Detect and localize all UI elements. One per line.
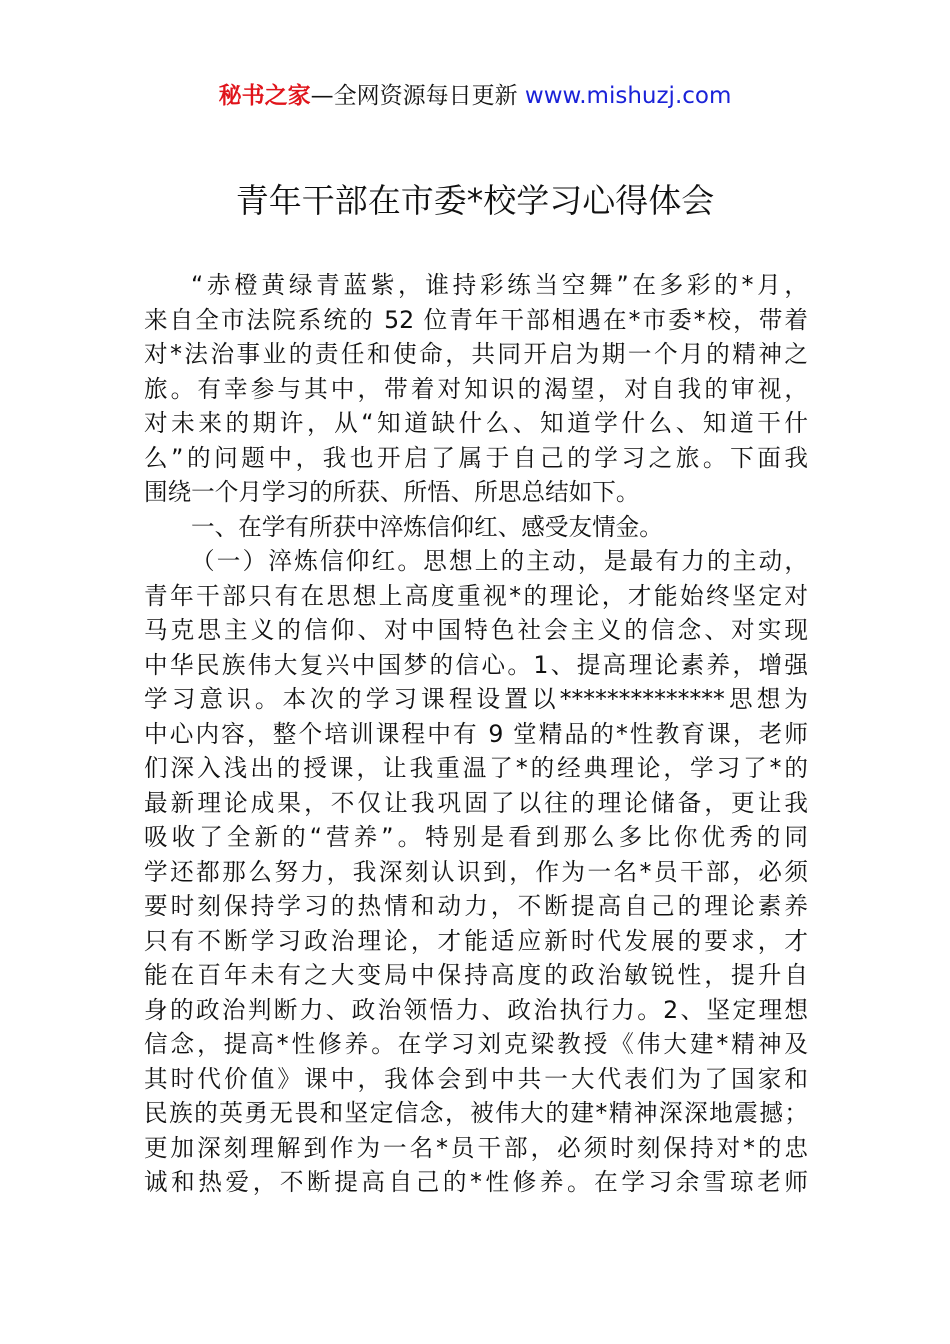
text-line: 旅。有幸参与其中，带着对知识的渴望，对自我的审视， — [144, 374, 808, 403]
text-line: 民族的英勇无畏和坚定信念，被伟大的建*精神深深地震撼； — [144, 1099, 808, 1127]
text-line: 更加深刻理解到作为一名*员干部，必须时刻保持对*的忠 — [144, 1133, 808, 1162]
text-line: 青年干部只有在思想上高度重视*的理论，才能始终坚定对 — [144, 581, 808, 610]
text-line: 对未来的期许，从“知道缺什么、知道学什么、知道干什 — [144, 409, 808, 437]
text-line: 吸收了全新的“营养”。特别是看到那么多比你优秀的同 — [144, 823, 808, 851]
text-line: （一）淬炼信仰红。思想上的主动，是最有力的主动， — [191, 547, 808, 575]
text-line: 要时刻保持学习的热情和动力，不断提高自己的理论素养 — [144, 892, 808, 920]
text-line: 其时代价值》课中，我体会到中共一大代表们为了国家和 — [144, 1064, 808, 1093]
document-title: 青年干部在市委*校学习心得体会 — [235, 181, 715, 220]
text-line: 围绕一个月学习的所获、所悟、所思总结如下。 — [144, 478, 640, 506]
site-url-link[interactable]: www.mishuzj.com — [524, 83, 732, 109]
section-heading: 一、在学有所获中淬炼信仰红、感受友情金。 — [191, 512, 663, 541]
text-line: 马克思主义的信仰、对中国特色社会主义的信念、对实现 — [144, 616, 808, 644]
text-line: 能在百年未有之大变局中保持高度的政治敏锐性，提升自 — [144, 961, 808, 989]
text-line: 对*法治事业的责任和使命，共同开启为期一个月的精神之 — [144, 340, 808, 368]
document-body — [144, 268, 808, 1200]
text-line: 中华民族伟大复兴中国梦的信心。1、提高理论素养，增强 — [144, 650, 808, 679]
text-line: 身的政治判断力、政治领悟力、政治执行力。2、坚定理想 — [144, 995, 808, 1024]
text-line: 信念，提高*性修养。在学习刘克梁教授《伟大建*精神及 — [144, 1030, 808, 1058]
site-header — [0, 80, 950, 112]
site-tagline: —全网资源每日更新 — [310, 83, 525, 109]
text-line: 么”的问题中，我也开启了属于自己的学习之旅。下面我 — [144, 443, 808, 472]
text-line: 们深入浅出的授课，让我重温了*的经典理论，学习了*的 — [144, 754, 808, 782]
text-line: 诚和热爱，不断提高自己的*性修养。在学习余雪琼老师 — [144, 1168, 808, 1196]
text-line: 学还都那么努力，我深刻认识到，作为一名*员干部，必须 — [144, 857, 808, 886]
text-line: “赤橙黄绿青蓝紫，谁持彩练当空舞”在多彩的*月， — [191, 271, 808, 299]
site-brand: 秘书之家 — [218, 83, 311, 109]
text-line: 学习意识。本次的学习课程设置以**************思想为 — [144, 685, 808, 713]
text-line: 来自全市法院系统的 52 位青年干部相遇在*市委*校，带着 — [144, 305, 808, 334]
text-line: 只有不断学习政治理论，才能适应新时代发展的要求，才 — [144, 926, 808, 955]
text-line: 最新理论成果，不仅让我巩固了以往的理论储备，更让我 — [144, 788, 808, 817]
text-line: 中心内容，整个培训课程中有 9 堂精品的*性教育课，老师 — [144, 719, 808, 748]
